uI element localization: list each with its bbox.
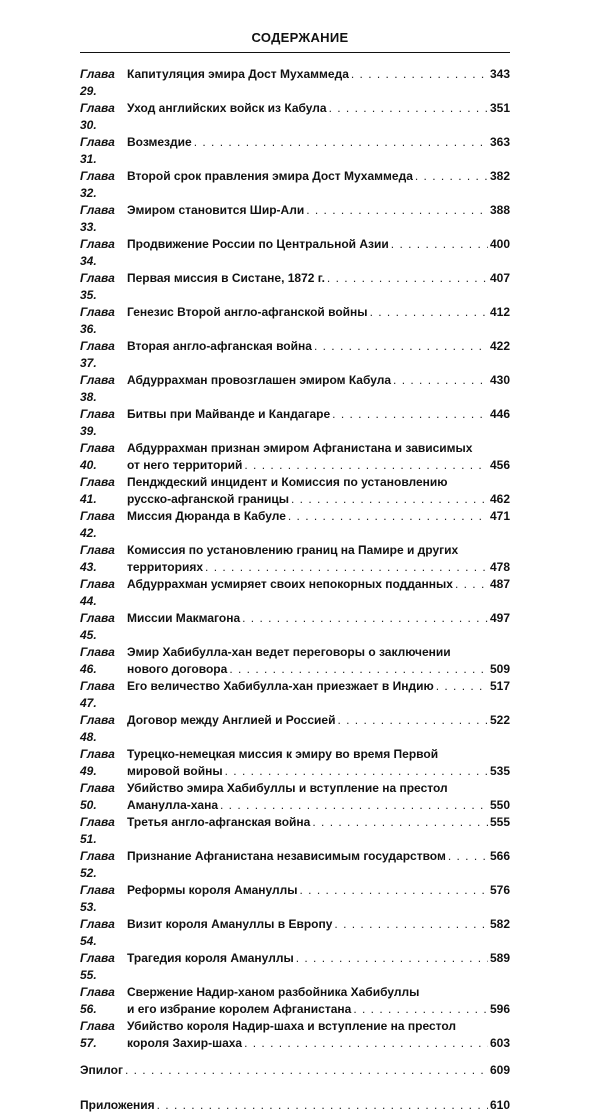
toc-entry-text: короля Захир-шаха (127, 1036, 243, 1050)
toc-page-number: 478 (489, 560, 510, 574)
toc-entry (80, 610, 510, 644)
toc-page-number: 382 (489, 169, 510, 183)
dot-leader (194, 134, 488, 151)
toc-entry (80, 644, 510, 678)
dot-leader (415, 168, 488, 185)
chapter-label: Глава 30. (80, 101, 115, 132)
toc-entry (80, 882, 510, 916)
toc-entry (80, 236, 510, 270)
chapter-label: Глава 46. (80, 645, 115, 676)
toc-entry-text: Убийство эмира Хабибуллы и вступление на престол (127, 781, 448, 795)
toc-entry-text: Убийство короля Надир-шаха и вступление на престол (127, 1019, 457, 1033)
toc-page-number: 351 (489, 101, 510, 115)
chapter-label: Глава 54. (80, 917, 115, 948)
toc-entry-text: мировой войны (127, 764, 223, 778)
toc-page-number: 412 (489, 305, 510, 319)
toc-entry-text: Свержение Надир-ханом разбойника Хабибуллы (127, 985, 420, 999)
toc-entry-text: Вторая англо-афганская война (127, 339, 312, 353)
header-divider (80, 52, 510, 53)
dot-leader (306, 202, 488, 219)
toc-entry (80, 746, 510, 780)
toc-entry (80, 814, 510, 848)
table-of-contents (80, 66, 510, 1114)
toc-page-number: 550 (489, 798, 510, 812)
toc-entry (80, 576, 510, 610)
toc-entry-text: русско-афганской границы (127, 492, 289, 506)
dot-leader (327, 270, 488, 287)
toc-entry-text: Приложения (80, 1098, 155, 1112)
chapter-label: Глава 57. (80, 1019, 115, 1050)
dot-leader (296, 950, 488, 967)
toc-page-number: 400 (489, 237, 510, 251)
toc-entry-text: Второй срок правления эмира Дост Мухаммеда (127, 169, 413, 183)
chapter-label: Глава 47. (80, 679, 115, 710)
toc-entry (80, 168, 510, 202)
toc-page-number: 603 (489, 1036, 510, 1050)
toc-entry (80, 338, 510, 372)
toc-page-number: 430 (489, 373, 510, 387)
chapter-label: Глава 37. (80, 339, 115, 370)
toc-page-number: 388 (489, 203, 510, 217)
chapter-label: Глава 31. (80, 135, 115, 166)
toc-entry-text: Трагедия короля Амануллы (127, 951, 294, 965)
toc-page-number: 535 (489, 764, 510, 778)
toc-entry-text: Продвижение России по Центральной Азии (127, 237, 389, 251)
toc-entry-text: Комиссия по установлению границ на Памире и других (127, 543, 459, 557)
chapter-label: Глава 49. (80, 747, 115, 778)
toc-page-number: 555 (489, 815, 510, 829)
page-title: СОДЕРЖАНИЕ (251, 30, 349, 45)
toc-entry (80, 270, 510, 304)
toc-page-number: 610 (489, 1098, 510, 1112)
toc-entry-text: Третья англо-афганская война (127, 815, 311, 829)
toc-page-number: 487 (489, 577, 510, 591)
toc-entry-text: Турецко-немецкая миссия к эмиру во время Первой (127, 747, 439, 761)
chapter-label: Глава 35. (80, 271, 115, 302)
toc-entry-text: Эпилог (80, 1063, 123, 1077)
toc-entry (80, 542, 510, 576)
toc-entry-text: Его величество Хабибулла-хан приезжает в Индию (127, 679, 434, 693)
dot-leader (455, 576, 488, 593)
toc-entry-epilogue (80, 1062, 510, 1079)
dot-leader (229, 661, 488, 678)
chapter-label: Глава 42. (80, 509, 115, 540)
toc-entry-text: Абдуррахман провозглашен эмиром Кабула (127, 373, 392, 387)
dot-leader (329, 100, 488, 117)
dot-leader (242, 610, 488, 627)
toc-page-number: 497 (489, 611, 510, 625)
toc-entry (80, 372, 510, 406)
toc-entry (80, 712, 510, 746)
dot-leader (436, 678, 488, 695)
toc-entry-text: Визит короля Амануллы в Европу (127, 917, 333, 931)
toc-entry-text: Признание Афганистана независимым государством (127, 849, 446, 863)
dot-leader (351, 66, 488, 83)
dot-leader (220, 797, 488, 814)
chapter-label: Глава 55. (80, 951, 115, 982)
chapter-label: Глава 39. (80, 407, 115, 438)
toc-page-number: 589 (489, 951, 510, 965)
dot-leader (300, 882, 488, 899)
chapter-label: Глава 48. (80, 713, 115, 744)
toc-entry-text: Первая миссия в Систане, 1872 г. (127, 271, 325, 285)
dot-leader (393, 372, 488, 389)
toc-page-number: 517 (489, 679, 510, 693)
toc-entry (80, 950, 510, 984)
toc-entry (80, 202, 510, 236)
toc-entry (80, 304, 510, 338)
chapter-label: Глава 34. (80, 237, 115, 268)
toc-entry-text: Уход английских войск из Кабула (127, 101, 327, 115)
chapter-label: Глава 56. (80, 985, 115, 1016)
chapter-label: Глава 32. (80, 169, 115, 200)
toc-entry-text: Эмиром становится Шир-Али (127, 203, 305, 217)
dot-leader (312, 814, 488, 831)
toc-entry (80, 406, 510, 440)
toc-entry (80, 134, 510, 168)
chapter-label: Глава 36. (80, 305, 115, 336)
toc-page-number: 471 (489, 509, 510, 523)
dot-leader (225, 763, 488, 780)
toc-entry (80, 474, 510, 508)
toc-entry (80, 678, 510, 712)
toc-entry-text: нового договора (127, 662, 228, 676)
dot-leader (353, 1001, 488, 1018)
dot-leader (370, 304, 488, 321)
chapter-label: Глава 53. (80, 883, 115, 914)
chapter-label: Глава 29. (80, 67, 115, 98)
toc-entry-text: Битвы при Майванде и Кандагаре (127, 407, 331, 421)
toc-entry-text: Миссия Дюранда в Кабуле (127, 509, 286, 523)
toc-page-number: 407 (489, 271, 510, 285)
toc-entry-text: и его избрание королем Афганистана (127, 1002, 352, 1016)
toc-entry (80, 66, 510, 100)
toc-entry-text: Возмездие (127, 135, 192, 149)
toc-entry-text: территориях (127, 560, 204, 574)
toc-page-number: 522 (489, 713, 510, 727)
toc-page-number: 576 (489, 883, 510, 897)
toc-page-number: 456 (489, 458, 510, 472)
toc-entry-text: Абдуррахман признан эмиром Афганистана и зависимых (127, 441, 473, 455)
toc-entry (80, 984, 510, 1018)
dot-leader (337, 712, 488, 729)
toc-entry-text: Реформы короля Амануллы (127, 883, 298, 897)
toc-page-number: 462 (489, 492, 510, 506)
toc-entry-text: Капитуляция эмира Дост Мухаммеда (127, 67, 349, 81)
toc-entry-appendix (80, 1097, 510, 1114)
toc-page-number: 582 (489, 917, 510, 931)
toc-entry (80, 508, 510, 542)
chapter-label: Глава 50. (80, 781, 115, 812)
dot-leader (205, 559, 488, 576)
toc-page-number: 596 (489, 1002, 510, 1016)
toc-page-number: 363 (489, 135, 510, 149)
dot-leader (125, 1062, 488, 1079)
toc-entry (80, 848, 510, 882)
toc-entry-text: Миссии Макмагона (127, 611, 241, 625)
chapter-label: Глава 40. (80, 441, 115, 472)
dot-leader (244, 1035, 488, 1052)
dot-leader (244, 457, 488, 474)
chapter-label: Глава 43. (80, 543, 115, 574)
dot-leader (314, 338, 488, 355)
toc-entry-text: от него территорий (127, 458, 243, 472)
dot-leader (391, 236, 488, 253)
toc-entry-text: Генезис Второй англо-афганской войны (127, 305, 368, 319)
toc-page-number: 609 (489, 1063, 510, 1077)
toc-entry (80, 916, 510, 950)
toc-entry-text: Договор между Англией и Россией (127, 713, 336, 727)
toc-entry (80, 1018, 510, 1052)
toc-page-number: 566 (489, 849, 510, 863)
chapter-label: Глава 44. (80, 577, 115, 608)
toc-entry (80, 100, 510, 134)
toc-entry (80, 440, 510, 474)
chapter-label: Глава 33. (80, 203, 115, 234)
chapter-label: Глава 41. (80, 475, 115, 506)
dot-leader (332, 406, 488, 423)
toc-entry-text: Абдуррахман усмиряет своих непокорных подданных (127, 577, 453, 591)
dot-leader (291, 491, 488, 508)
dot-leader (157, 1097, 488, 1114)
dot-leader (288, 508, 488, 525)
toc-page-number: 343 (489, 67, 510, 81)
toc-entry-text: Пендждеский инцидент и Комиссия по установлению (127, 475, 448, 489)
chapter-label: Глава 51. (80, 815, 115, 846)
toc-page-number: 446 (489, 407, 510, 421)
dot-leader (448, 848, 488, 865)
dot-leader (334, 916, 488, 933)
toc-page-number: 422 (489, 339, 510, 353)
toc-page-number: 509 (489, 662, 510, 676)
chapter-label: Глава 45. (80, 611, 115, 642)
toc-entry-text: Эмир Хабибулла-хан ведет переговоры о заключении (127, 645, 451, 659)
toc-entry (80, 780, 510, 814)
chapter-label: Глава 38. (80, 373, 115, 404)
toc-entry-text: Аманулла-хана (127, 798, 219, 812)
chapter-label: Глава 52. (80, 849, 115, 880)
